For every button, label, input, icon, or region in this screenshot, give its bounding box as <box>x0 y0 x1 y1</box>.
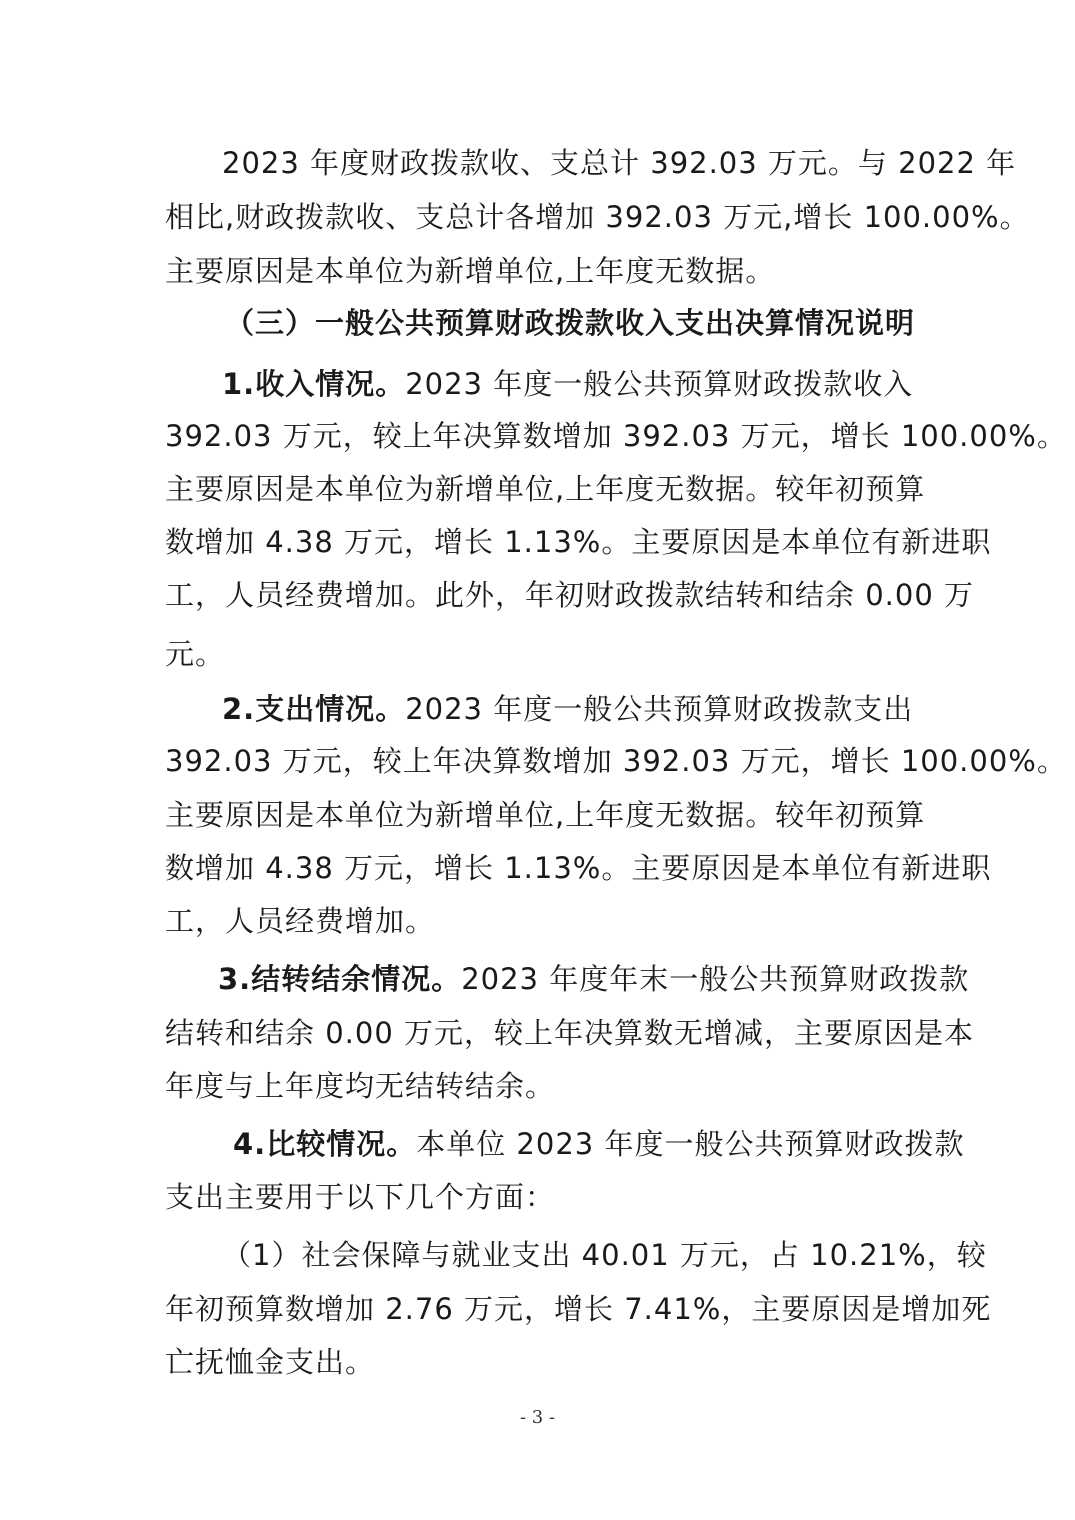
paragraph-line: 392.03 万元，较上年决算数增加 392.03 万元，增长 100.00%。 <box>165 419 1067 453</box>
paragraph-line <box>218 959 970 999</box>
subsection-lead: 3.结转结余情况。 <box>218 962 462 996</box>
paragraph-line: （1）社会保障与就业支出 40.01 万元，占 10.21%，较 <box>222 1238 987 1272</box>
paragraph-line: 结转和结余 0.00 万元，较上年决算数无增减，主要原因是本 <box>165 1016 975 1050</box>
paragraph-text: 2023 年度年末一般公共预算财政拨款 <box>461 962 970 996</box>
paragraph-line: 数增加 4.38 万元，增长 1.13%。主要原因是本单位有新进职 <box>165 525 992 559</box>
paragraph-line: 392.03 万元，较上年决算数增加 392.03 万元，增长 100.00%。 <box>165 744 1067 778</box>
subsection-lead: 1.收入情况。 <box>222 367 406 401</box>
paragraph-line: 数增加 4.38 万元，增长 1.13%。主要原因是本单位有新进职 <box>165 851 992 885</box>
paragraph-line: 亡抚恤金支出。 <box>165 1345 376 1379</box>
paragraph-line: 年初预算数增加 2.76 万元，增长 7.41%，主要原因是增加死 <box>165 1292 992 1326</box>
paragraph-line: 元。 <box>165 637 226 671</box>
paragraph-line: 年度与上年度均无结转结余。 <box>165 1069 556 1103</box>
paragraph-text: 2023 年度一般公共预算财政拨款收入 <box>405 367 914 401</box>
paragraph-line: 2023 年度财政拨款收、支总计 392.03 万元。与 2022 年 <box>222 146 1017 180</box>
paragraph-line: 相比,财政拨款收、支总计各增加 392.03 万元,增长 100.00%。 <box>165 200 1030 234</box>
paragraph-line: 主要原因是本单位为新增单位,上年度无数据。较年初预算 <box>165 472 926 506</box>
section-heading: （三）一般公共预算财政拨款收入支出决算情况说明 <box>225 306 916 340</box>
paragraph-line <box>222 689 912 729</box>
paragraph-line <box>233 1124 965 1164</box>
paragraph-line: 工，人员经费增加。此外，年初财政拨款结转和结余 0.00 万 <box>165 578 975 612</box>
subsection-lead: 2.支出情况。 <box>222 692 406 726</box>
paragraph-line: 主要原因是本单位为新增单位,上年度无数据。 <box>165 254 776 288</box>
subsection-lead: 4.比较情况。 <box>233 1127 417 1161</box>
paragraph-line: 主要原因是本单位为新增单位,上年度无数据。较年初预算 <box>165 798 926 832</box>
page-number: - 3 - <box>519 1407 556 1428</box>
paragraph-line: 支出主要用于以下几个方面： <box>165 1180 556 1214</box>
paragraph-text: 2023 年度一般公共预算财政拨款支出 <box>405 692 914 726</box>
paragraph-line <box>222 364 912 404</box>
paragraph-text: 本单位 2023 年度一般公共预算财政拨款 <box>416 1127 965 1161</box>
paragraph-line: 工，人员经费增加。 <box>165 904 436 938</box>
